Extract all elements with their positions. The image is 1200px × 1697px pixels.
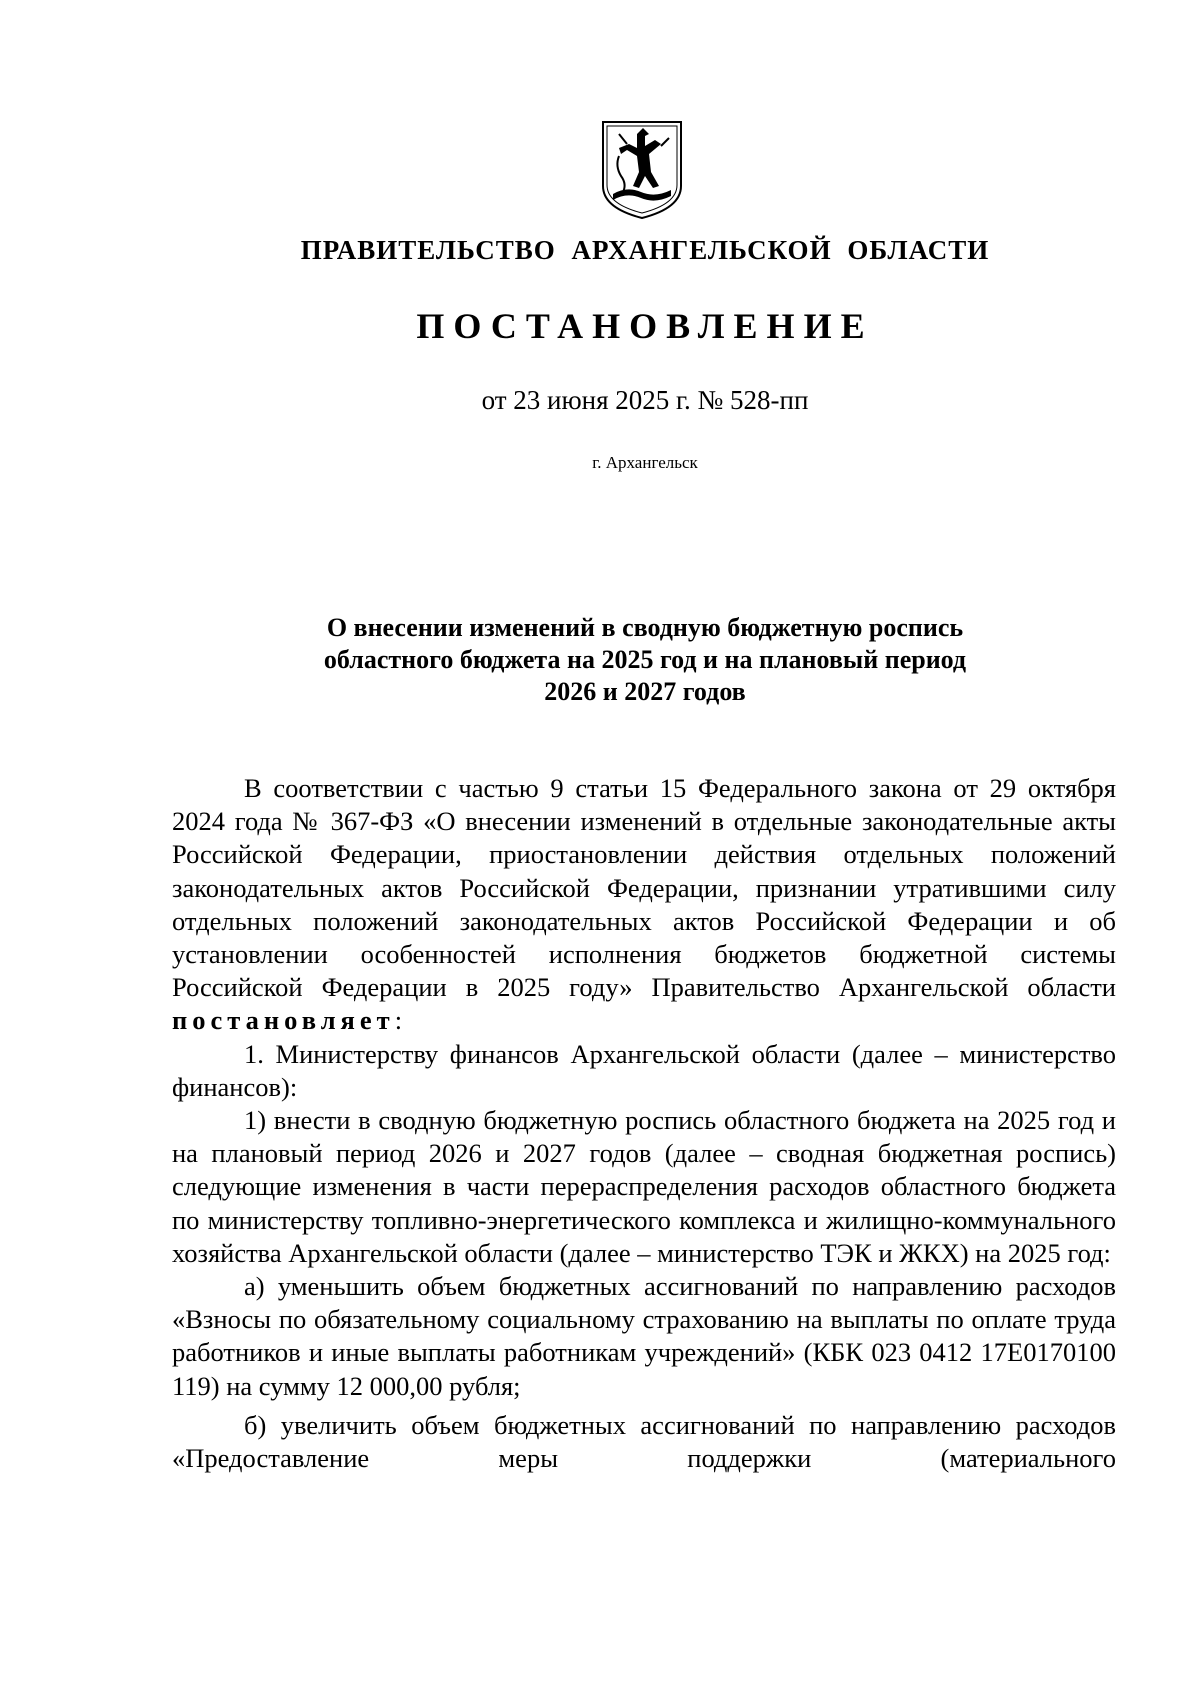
document-subject	[0, 612, 1200, 708]
preamble-paragraph	[172, 772, 1116, 1038]
document-city: г. Архангельск	[592, 453, 698, 472]
decree-word: постановляет	[172, 1005, 395, 1036]
preamble-text: В соответствии с частью 9 статьи 15 Федерального закона от 29 октября 2024 года № 367-ФЗ «О внесении изменений в отдельные законодательные акты Российской Федерации, приостановлении действия отдельных положений законодательных актов Российской Федерации, признании утратившими силу отдельных положений законодательных актов Российской Федерации и об установлении особенностей исполнения бюджетов бюджетной системы Российской Федерации в 2025 году» Правительство Архангельской области	[172, 773, 1116, 1003]
item-b-paragraph: б) увеличить объем бюджетных ассигнований по направлению расходов «Предоставление меры поддержки (материального	[172, 1409, 1116, 1474]
document-body	[172, 772, 1116, 1475]
item-1-1-paragraph: 1) внести в сводную бюджетную роспись областного бюджета на 2025 год и на плановый период 2026 и 2027 годов (далее – сводная бюджетная роспись) следующие изменения в части перераспределения расходов областного бюджета по министерству топливно-энергетического комплекса и жилищно-коммунального хозяйства Архангельской области (далее – министерство ТЭК и ЖКХ) на 2025 год:	[172, 1105, 1116, 1268]
subject-line-3: 2026 и 2027 годов	[544, 677, 746, 706]
document-type: ПОСТАНОВЛЕНИЕ	[416, 306, 874, 346]
subject-line-1: О внесении изменений в сводную бюджетную роспись	[326, 613, 964, 642]
coat-of-arms-emblem	[597, 116, 687, 221]
document-date-number: от 23 июня 2025 г. № 528-пп	[481, 385, 809, 415]
decree-colon: :	[394, 1005, 403, 1036]
item-1-paragraph: 1. Министерству финансов Архангельской области (далее – министерство финансов):	[172, 1038, 1116, 1102]
item-a-paragraph: а) уменьшить объем бюджетных ассигнований по направлению расходов «Взносы по обязательному социальному страхованию на выплаты по оплате труда работников и иные выплаты работникам учреждений» (КБК 023 0412 17Е0170100 119) на сумму 12 000,00 рубля;	[172, 1271, 1116, 1401]
subject-line-2: областного бюджета на 2025 год и на плановый период	[323, 645, 967, 674]
government-title: ПРАВИТЕЛЬСТВО АРХАНГЕЛЬСКОЙ ОБЛАСТИ	[300, 235, 990, 265]
